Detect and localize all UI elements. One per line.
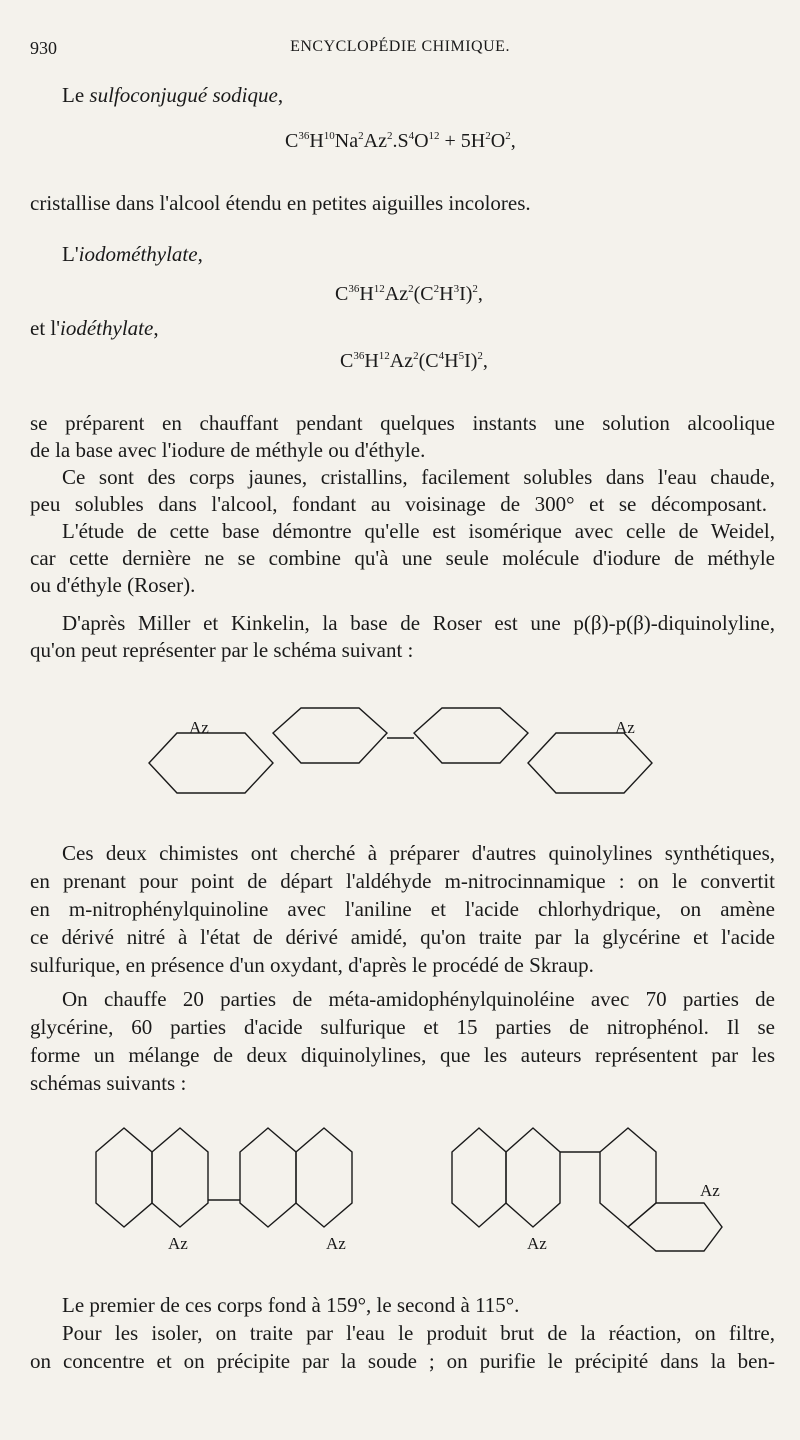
text-line: car cette dernière ne se combine qu'à une seule molécule d'iodure de méthyle [30, 546, 775, 570]
text-line: Ces deux chimistes ont cherché à préparer d'autres quinolylines synthétiques, [62, 841, 775, 865]
text-line: On chauffe 20 parties de méta-amidophénylquinoléine avec 70 parties de [62, 987, 775, 1011]
compound-intro-sulfoconjugue: Le sulfoconjugué sodique, [62, 83, 284, 107]
paragraph-crystallization: cristallise dans l'alcool étendu en petites aiguilles incolores. [30, 191, 531, 215]
diquinolyline-scheme-first [96, 1128, 352, 1227]
text-line: en m-nitrophénylquinoline avec l'aniline et l'acide chlorhydrique, on amène [30, 897, 775, 921]
text-line: en prenant pour point de départ l'aldéhyde m-nitrocinnamique : on le convertit [30, 869, 775, 893]
nitrogen-label: Az [700, 1181, 720, 1200]
nitrogen-label: Az [189, 718, 209, 737]
text-line: de la base avec l'iodure de méthyle ou d'éthyle. [30, 438, 426, 462]
nitrogen-label: Az [615, 718, 635, 737]
page-number: 930 [30, 38, 57, 58]
nitrogen-label: Az [326, 1234, 346, 1253]
nitrogen-label: Az [168, 1234, 188, 1253]
diquinolyline-scheme-roser [149, 708, 652, 793]
text-line: peu solubles dans l'alcool, fondant au voisinage de 300° et se décomposant. [30, 492, 767, 516]
text-line: D'après Miller et Kinkelin, la base de Roser est une p(β)-p(β)-diquinolyline, [62, 611, 775, 635]
text-line: glycérine, 60 parties d'acide sulfurique et 15 parties de nitrophénol. Il se [30, 1015, 775, 1039]
text-line: on concentre et on précipite par la soude ; on purifie le précipité dans la ben- [30, 1349, 775, 1373]
formula-sulfoconjugue: $C^{36}H^{10}Na^2Az^2.S^4O^{12} + 5H^2O^2$, [285, 130, 516, 152]
formula-iodethylate: $C^{36}H^{12}Az^2(C^4H^5I)^2$, [340, 350, 488, 372]
text-line: schémas suivants : [30, 1071, 187, 1095]
text-line: Pour les isoler, on traite par l'eau le produit brut de la réaction, on filtre, [62, 1321, 775, 1345]
text-line: sulfurique, en présence d'un oxydant, d'après le procédé de Skraup. [30, 953, 594, 977]
text-line: Ce sont des corps jaunes, cristallins, facilement solubles dans l'eau chaude, [62, 465, 775, 489]
text-line: ce dérivé nitré à l'état de dérivé amidé, qu'on traite par la glycérine et l'acide [30, 925, 775, 949]
text-line: ou d'éthyle (Roser). [30, 573, 196, 597]
compound-intro-iodethylate: et l'iodéthylate, [30, 316, 159, 340]
diquinolyline-scheme-second [452, 1128, 722, 1251]
text-line: Le premier de ces corps fond à 159°, le second à 115°. [62, 1293, 520, 1317]
running-title: ENCYCLOPÉDIE CHIMIQUE. [290, 38, 510, 55]
text-line: qu'on peut représenter par le schéma suivant : [30, 638, 414, 662]
text-line: se préparent en chauffant pendant quelques instants une solution alcoolique [30, 411, 775, 435]
text-line: forme un mélange de deux diquinolylines, que les auteurs représentent par les [30, 1043, 775, 1067]
nitrogen-label: Az [527, 1234, 547, 1253]
formula-iodomethylate: $C^{36}H^{12}Az^2(C^2H^3I)^2$, [335, 283, 483, 305]
compound-intro-iodomethylate: L'iodométhylate, [62, 242, 203, 266]
text-line: L'étude de cette base démontre qu'elle est isomérique avec celle de Weidel, [62, 519, 775, 543]
